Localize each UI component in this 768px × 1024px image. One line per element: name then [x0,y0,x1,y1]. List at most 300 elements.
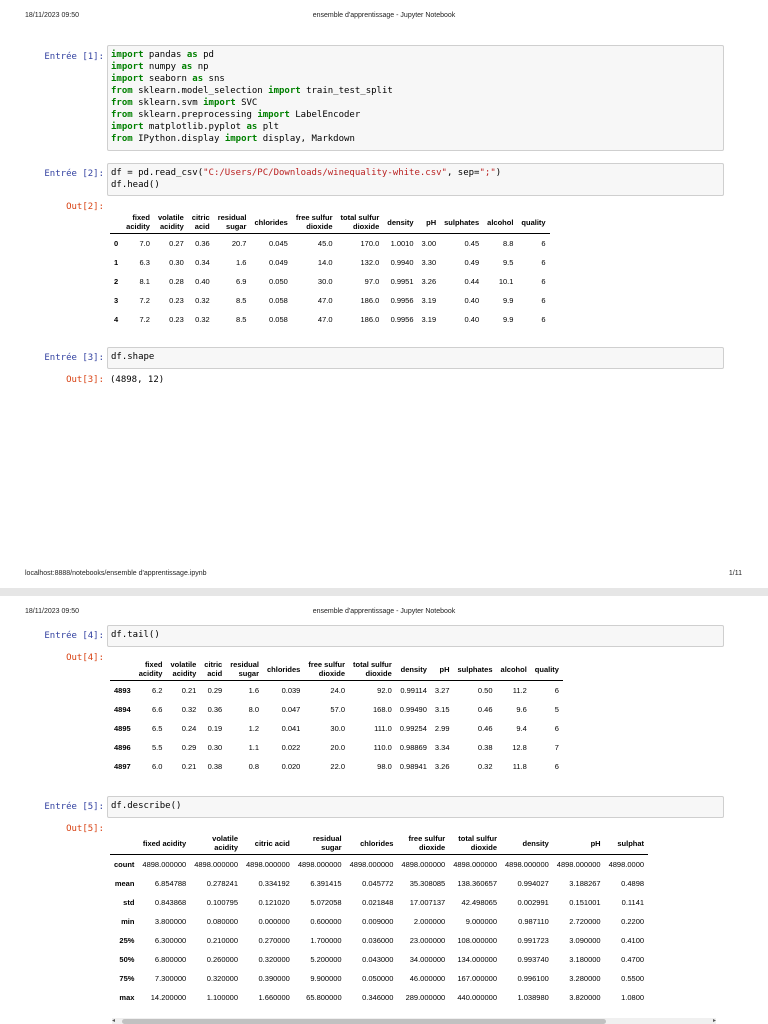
table-cell: 9.5 [502,258,514,267]
code-text: matplotlib.pyplot [143,122,247,132]
table-cell: 3.19 [421,315,437,324]
table-cell: 65.800000 [306,993,342,1002]
table-cell: 0.23 [169,315,184,324]
column-header: density [400,664,427,674]
code-keyword: as [192,74,204,84]
table-row [110,988,648,1007]
print-page-number: 1/11 [728,570,742,577]
table-cell: 9.6 [516,705,527,714]
scroll-left-icon[interactable]: ◂ [112,1018,116,1024]
table-cell: 6 [541,315,546,324]
cell-1-code[interactable] [107,45,724,151]
column-header: pH [426,217,437,227]
table-cell: 0.99490 [399,705,427,714]
column-header: volatile acidity [212,834,239,852]
table-cell: 0.4100 [621,936,645,945]
table-cell: 14.0 [317,258,333,267]
table-cell: 4898.000000 [556,860,601,869]
table-cell: 24.0 [330,686,346,695]
table-cell: 4898.0000 [608,860,645,869]
table-cell: 97.0 [364,277,380,286]
table-cell: 3.27 [434,686,450,695]
table-cell: 98.0 [377,762,392,771]
table-cell: 0.991723 [517,936,549,945]
table-cell: 0.4700 [621,955,645,964]
code-text: LabelEncoder [289,110,361,120]
table-cell: 0.278241 [206,879,239,888]
row-index: 3 [114,296,119,305]
table-cell: 0.27 [169,239,184,248]
table-cell: 0.045772 [362,879,394,888]
column-header: pH [590,838,601,848]
table-cell: 42.498065 [461,898,497,907]
table-cell: 6 [554,762,559,771]
code-line [111,49,720,61]
table-header-row [110,658,563,681]
print-footer-url: localhost:8888/notebooks/ensemble d'apprentissage.ipynb [25,570,207,577]
column-header: total sulfur dioxide [340,213,380,231]
table-cell: 3.280000 [569,974,601,983]
table-cell: 11.2 [512,686,527,695]
row-index: max [119,993,135,1002]
table-cell: 3.19 [421,296,437,305]
column-header: density [522,838,549,848]
code-text: , sep= [446,168,480,178]
cell-2-out-prompt: Out[2]: [66,202,104,212]
column-header: free sulfur dioxide [408,834,446,852]
table-cell: 0.049 [269,258,288,267]
head-dataframe [110,211,550,329]
table-cell: 46.000000 [409,974,446,983]
code-text: ) [495,168,502,178]
scroll-right-icon[interactable]: ▸ [712,1018,716,1024]
row-index: 2 [114,277,119,286]
table-cell: 4898.000000 [246,860,290,869]
table-cell: 0.994027 [517,879,549,888]
table-cell: 47.0 [317,296,333,305]
column-header: quality [534,664,559,674]
table-cell: 0.98941 [399,762,427,771]
row-index: mean [114,879,135,888]
row-index: count [114,860,135,869]
table-cell: 0.600000 [310,917,342,926]
table-cell: 8.1 [139,277,150,286]
cell-4-code[interactable] [107,625,724,647]
code-keyword: as [246,122,258,132]
table-cell: 0.320000 [206,974,239,983]
row-index: 75% [119,974,135,983]
table-cell: 3.00 [421,239,437,248]
print-page-2 [0,596,768,1024]
table-cell: 1.038980 [517,993,549,1002]
code-keyword: from [111,86,133,96]
code-line [111,351,720,363]
table-cell: 9.900000 [310,974,342,983]
table-cell: 0.320000 [258,955,290,964]
code-line [111,179,720,191]
table-cell: 0.050 [269,277,288,286]
table-cell: 0.40 [464,315,480,324]
table-cell: 17.007137 [409,898,446,907]
table-cell: 0.44 [464,277,480,286]
table-cell: 0.121020 [258,898,290,907]
table-row [110,912,648,931]
table-cell: 1.0010 [390,239,414,248]
table-cell: 0.32 [181,705,197,714]
row-index: 4895 [114,724,131,733]
code-line [111,97,720,109]
table-cell: 186.0 [360,296,380,305]
table-cell: 0.050000 [362,974,394,983]
table-cell: 0.993740 [517,955,549,964]
table-cell: 5 [554,705,559,714]
table-cell: 0.8 [248,762,259,771]
table-row [110,310,550,329]
column-header: residual sugar [217,213,247,231]
table-cell: 0.21 [181,762,197,771]
cell-3-output: (4898, 12) [110,375,165,385]
table-cell: 111.0 [374,724,392,733]
table-cell: 0.19 [207,724,223,733]
table-cell: 2.720000 [569,917,601,926]
row-index: 4896 [114,743,131,752]
table-cell: 0.000000 [258,917,290,926]
table-cell: 9.000000 [465,917,497,926]
table-cell: 9.4 [516,724,527,733]
table-cell: 6 [541,258,546,267]
table-cell: 0.49 [464,258,480,267]
table-cell: 0.32 [477,762,493,771]
code-text: np [192,62,209,72]
table-cell: 0.047 [281,705,301,714]
column-header: chlorides [360,838,394,848]
table-cell: 440.000000 [457,993,497,1002]
table-cell: 0.50 [477,686,493,695]
code-text: df.tail() [111,630,160,640]
table-cell: 0.080000 [206,917,239,926]
row-index: min [121,917,135,926]
row-index: 4894 [114,705,131,714]
table-cell: 1.6 [248,686,259,695]
table-cell: 20.0 [330,743,346,752]
column-header: alcohol [487,217,514,227]
column-header: fixed acidity [142,838,187,848]
table-cell: 0.29 [207,686,223,695]
table-cell: 3.15 [434,705,450,714]
table-cell: 7.300000 [154,974,187,983]
table-cell: 0.390000 [258,974,290,983]
table-row [110,291,550,310]
code-keyword: as [186,50,198,60]
table-cell: 0.46 [477,705,493,714]
horizontal-scrollbar[interactable] [112,1018,716,1024]
describe-dataframe [110,832,648,1007]
table-cell: 0.38 [477,743,493,752]
table-cell: 6.854788 [154,879,187,888]
table-cell: 0.30 [169,258,184,267]
table-cell: 0.23 [169,296,184,305]
code-line [111,109,720,121]
table-header-row [110,832,648,855]
table-cell: 0.40 [195,277,210,286]
table-cell: 0.9951 [390,277,414,286]
column-header [110,658,135,681]
table-cell: 8.5 [236,296,247,305]
table-cell: 0.036000 [362,936,394,945]
table-cell: 6 [541,277,546,286]
table-cell: 0.260000 [206,955,239,964]
table-cell: 0.210000 [206,936,239,945]
table-cell: 0.40 [464,296,480,305]
table-cell: 0.32 [195,315,210,324]
table-cell: 138.360657 [457,879,497,888]
column-header: sulphates [444,217,480,227]
column-header: total sulfur dioxide [353,660,392,678]
table-cell: 1.100000 [206,993,239,1002]
table-row [110,874,648,893]
table-cell: 6.0 [152,762,163,771]
tail-dataframe [110,658,563,776]
table-cell: 0.9956 [390,315,414,324]
row-index: 4893 [114,686,131,695]
table-cell: 2.99 [434,724,450,733]
code-line [111,85,720,97]
cell-3-prompt: Entrée [3]: [44,353,104,363]
cell-3-out-prompt: Out[3]: [66,375,104,385]
code-keyword: as [181,62,193,72]
table-cell: 3.26 [421,277,437,286]
table-cell: 0.98869 [399,743,427,752]
table-cell: 22.0 [330,762,346,771]
table-cell: 1.1 [248,743,259,752]
table-cell: 30.0 [330,724,346,733]
code-keyword: from [111,134,133,144]
table-cell: 0.9940 [390,258,414,267]
column-header: quality [521,217,546,227]
column-header [110,211,122,234]
table-cell: 108.000000 [457,936,497,945]
cell-4-out-prompt: Out[4]: [66,653,104,663]
table-cell: 8.5 [236,315,247,324]
table-cell: 12.8 [512,743,527,752]
code-keyword: import [203,98,236,108]
table-cell: 57.0 [330,705,346,714]
code-keyword: from [111,110,133,120]
code-string: "C:/Users/PC/Downloads/winequality-white.csv" [203,168,447,178]
table-cell: 0.100795 [206,898,239,907]
table-cell: 110.0 [373,743,392,752]
column-header: alcohol [500,664,527,674]
code-text: plt [257,122,279,132]
row-index: 4 [114,315,119,324]
table-cell: 0.041 [281,724,301,733]
table-row [110,757,563,776]
row-index: 4897 [114,762,131,771]
code-text: df.head() [111,180,160,190]
table-cell: 0.34 [195,258,210,267]
table-cell: 6.800000 [154,955,187,964]
table-cell: 1.2 [248,724,259,733]
code-text: sklearn.preprocessing [132,110,258,120]
code-line [111,167,720,179]
column-header: residual sugar [230,660,259,678]
table-cell: 0.843868 [154,898,187,907]
print-date: 18/11/2023 09:50 [25,12,79,19]
table-cell: 1.700000 [310,936,342,945]
table-cell: 7 [554,743,559,752]
table-cell: 0.99114 [400,686,427,695]
code-keyword: import [257,110,290,120]
code-keyword: import [111,50,144,60]
table-cell: 0.9956 [390,296,414,305]
table-cell: 0.043000 [362,955,394,964]
cell-2-code[interactable] [107,163,724,196]
table-cell: 4898.000000 [349,860,394,869]
code-line [111,121,720,133]
table-cell: 92.0 [377,686,392,695]
column-header: volatile acidity [157,213,184,231]
scrollbar-thumb[interactable] [122,1019,606,1024]
row-index: 0 [114,239,119,248]
table-cell: 0.987110 [518,917,549,926]
table-cell: 0.21 [181,686,197,695]
table-cell: 7.0 [139,239,150,248]
table-cell: 0.022 [281,743,301,752]
print-title: ensemble d'apprentissage - Jupyter Notebook [312,12,456,19]
table-cell: 6 [541,239,546,248]
table-cell: 3.188267 [569,879,601,888]
table-cell: 45.0 [317,239,333,248]
code-keyword: import [111,74,144,84]
code-text: display, Markdown [257,134,355,144]
table-cell: 0.1141 [621,898,645,907]
table-cell: 0.334192 [258,879,290,888]
table-cell: 5.200000 [310,955,342,964]
table-cell: 1.6 [236,258,247,267]
row-index: std [123,898,135,907]
table-row [110,969,648,988]
table-cell: 170.0 [360,239,380,248]
print-title: ensemble d'apprentissage - Jupyter Notebook [312,608,456,615]
table-row [110,719,563,738]
table-cell: 0.039 [281,686,301,695]
code-text: df = pd.read_csv( [111,168,204,178]
cell-5-out-prompt: Out[5]: [66,824,104,834]
table-cell: 0.38 [207,762,223,771]
table-cell: 7.2 [139,315,150,324]
table-cell: 0.058 [269,296,288,305]
table-cell: 4898.000000 [194,860,239,869]
row-index: 25% [119,936,135,945]
table-cell: 0.021848 [362,898,394,907]
table-cell: 6 [554,686,559,695]
code-text: df.describe() [111,801,182,811]
column-header: citric acid [191,213,210,231]
table-cell: 132.0 [360,258,380,267]
cell-1-prompt: Entrée [1]: [44,52,104,62]
table-cell: 0.29 [181,743,197,752]
cell-2-prompt: Entrée [2]: [44,169,104,179]
column-header: fixed acidity [138,660,163,678]
column-header: fixed acidity [126,213,150,231]
table-cell: 4898.000000 [142,860,187,869]
table-cell: 4898.000000 [401,860,446,869]
table-cell: 6.391415 [310,879,342,888]
table-cell: 0.346000 [362,993,394,1002]
cell-5-code[interactable] [107,796,724,818]
table-row [110,855,648,875]
column-header: free sulfur dioxide [295,213,333,231]
column-header: citric acid [204,660,223,678]
table-cell: 6.5 [152,724,163,733]
column-header: sulphat [617,838,645,848]
table-cell: 0.30 [207,743,223,752]
table-cell: 47.0 [317,315,333,324]
cell-4-prompt: Entrée [4]: [44,631,104,641]
table-cell: 0.28 [169,277,184,286]
table-cell: 4898.000000 [297,860,342,869]
cell-3-code[interactable] [107,347,724,369]
table-cell: 10.1 [498,277,514,286]
table-cell: 2.000000 [413,917,446,926]
row-index: 1 [114,258,119,267]
code-text: SVC [235,98,258,108]
code-keyword: import [224,134,258,144]
row-index: 50% [119,955,135,964]
column-header: free sulfur dioxide [308,660,346,678]
table-cell: 20.7 [231,239,247,248]
code-line [111,73,720,85]
table-cell: 0.4898 [621,879,645,888]
table-cell: 0.151001 [569,898,601,907]
table-cell: 3.26 [434,762,450,771]
code-keyword: import [268,86,301,96]
table-cell: 0.045 [269,239,288,248]
table-row [110,681,563,701]
column-header: chlorides [267,664,301,674]
table-cell: 289.000000 [405,993,446,1002]
table-cell: 34.000000 [409,955,446,964]
table-cell: 0.45 [464,239,480,248]
column-header: density [387,217,414,227]
table-row [110,234,550,254]
code-keyword: import [111,122,144,132]
table-row [110,272,550,291]
table-cell: 167.000000 [457,974,497,983]
table-row [110,931,648,950]
table-cell: 0.99254 [399,724,427,733]
code-text: IPython.display [132,134,225,144]
table-cell: 6.3 [139,258,150,267]
table-cell: 6 [554,724,559,733]
code-text: sns [203,74,225,84]
table-cell: 8.8 [502,239,514,248]
table-cell: 0.5500 [621,974,645,983]
table-row [110,253,550,272]
table-cell: 1.660000 [258,993,290,1002]
table-cell: 0.36 [195,239,210,248]
column-header: citric acid [254,838,290,848]
code-text: sklearn.svm [132,98,204,108]
table-cell: 3.800000 [154,917,187,926]
table-cell: 8.0 [248,705,259,714]
table-cell: 11.8 [512,762,527,771]
table-cell: 0.020 [281,762,301,771]
table-cell: 6 [541,296,546,305]
table-cell: 30.0 [317,277,333,286]
table-cell: 0.996100 [517,974,549,983]
code-text: seaborn [143,74,193,84]
